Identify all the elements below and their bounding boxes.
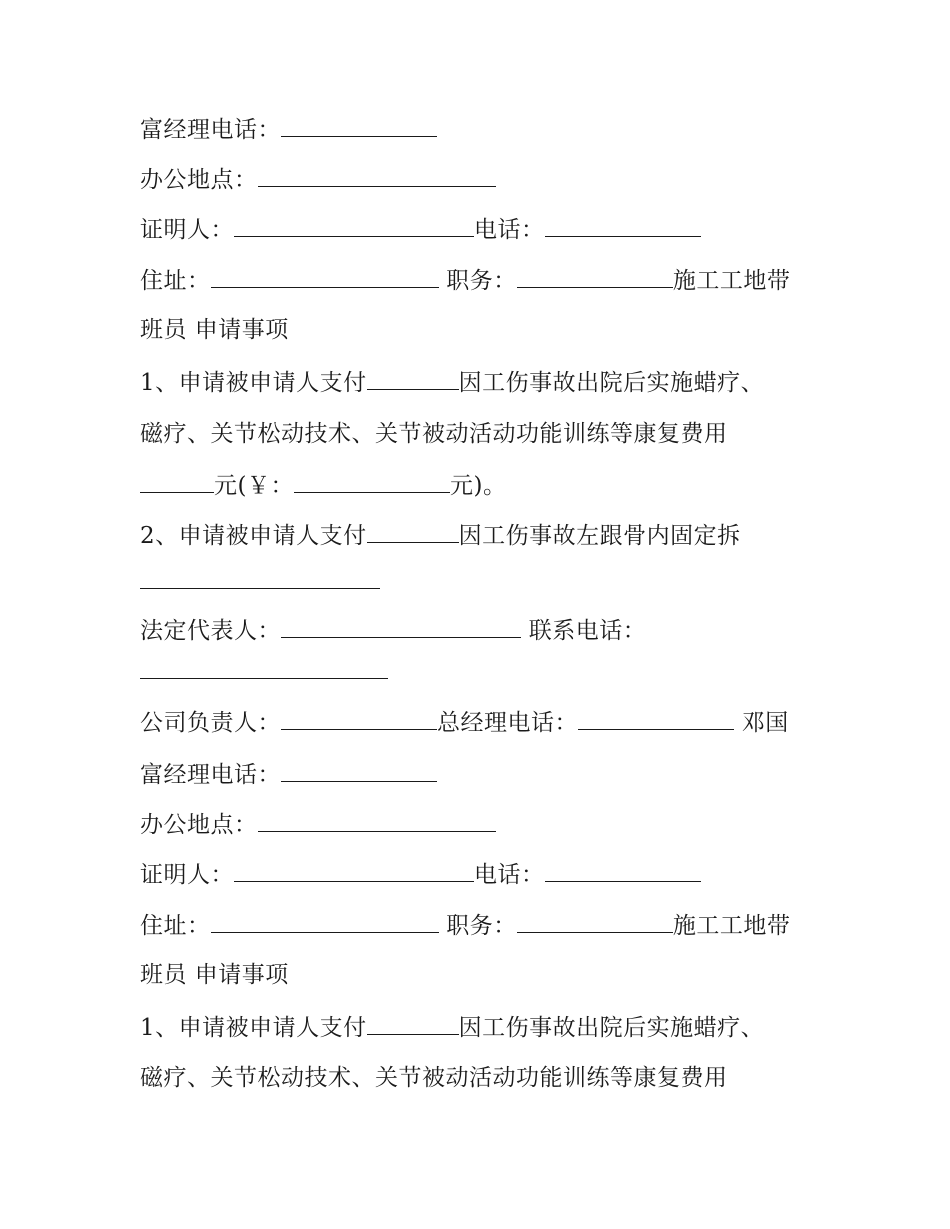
fill-blank xyxy=(545,859,701,882)
doc-line xyxy=(140,759,437,790)
body-text: 班员 申请事项 xyxy=(140,962,289,988)
doc-line xyxy=(140,419,728,449)
field-label: 公司负责人： xyxy=(140,710,281,736)
doc-line xyxy=(140,367,764,398)
doc-line xyxy=(140,520,741,551)
body-text: 1、申请被申请人支付 xyxy=(140,370,367,396)
fill-blank xyxy=(294,470,450,493)
fill-blank xyxy=(234,859,474,882)
fill-blank xyxy=(517,910,673,933)
fill-blank xyxy=(281,759,437,782)
field-label: 职务： xyxy=(438,268,517,294)
fill-blank xyxy=(258,809,496,832)
body-text: 2、申请被申请人支付 xyxy=(140,523,367,549)
fill-blank xyxy=(281,707,437,730)
field-label: 电话： xyxy=(474,217,545,243)
body-text: 施工工地带 xyxy=(672,913,791,939)
field-label: 办公地点： xyxy=(140,167,258,193)
body-text: 因工伤事故出院后实施蜡疗、 xyxy=(458,370,765,396)
fill-blank xyxy=(281,615,521,638)
fill-blank xyxy=(517,265,673,288)
body-text: 施工工地带 xyxy=(672,268,791,294)
field-label: 住址： xyxy=(140,913,211,939)
doc-line xyxy=(140,265,790,296)
field-label: 证明人： xyxy=(140,217,234,243)
fill-blank xyxy=(545,214,701,237)
field-label: 住址： xyxy=(140,268,211,294)
doc-line xyxy=(140,707,789,738)
doc-line xyxy=(140,809,496,840)
field-label: 电话： xyxy=(474,862,545,888)
body-text: 元)。 xyxy=(449,473,507,499)
field-label: 总经理电话： xyxy=(437,710,578,736)
body-text: 因工伤事故左跟骨内固定拆 xyxy=(458,523,741,549)
body-text: 磁疗、关节松动技术、关节被动活动功能训练等康复费用 xyxy=(140,1065,728,1091)
body-text: 1、申请被申请人支付 xyxy=(140,1015,367,1041)
field-label: 证明人： xyxy=(140,862,234,888)
body-text: 元(￥： xyxy=(214,473,294,499)
fill-blank xyxy=(211,910,439,933)
doc-line xyxy=(140,114,437,145)
fill-blank xyxy=(367,1012,459,1035)
fill-blank xyxy=(140,566,380,589)
fill-blank xyxy=(140,656,388,679)
field-label: 法定代表人： xyxy=(140,618,281,644)
doc-line xyxy=(140,164,496,195)
body-text: 班员 申请事项 xyxy=(140,317,289,343)
field-label: 职务： xyxy=(438,913,517,939)
fill-blank xyxy=(140,470,214,493)
doc-line xyxy=(140,566,380,597)
doc-line xyxy=(140,656,388,687)
doc-line xyxy=(140,859,701,890)
doc-line xyxy=(140,1063,728,1093)
body-text: 邓国 xyxy=(734,710,789,736)
fill-blank xyxy=(578,707,734,730)
field-label: 富经理电话： xyxy=(140,117,281,143)
fill-blank xyxy=(281,114,437,137)
doc-line xyxy=(140,615,646,646)
doc-line xyxy=(140,214,701,245)
field-label: 办公地点： xyxy=(140,812,258,838)
field-label: 富经理电话： xyxy=(140,762,281,788)
fill-blank xyxy=(234,214,474,237)
doc-line xyxy=(140,910,790,941)
field-label: 联系电话： xyxy=(521,618,647,644)
fill-blank xyxy=(367,520,459,543)
body-text: 因工伤事故出院后实施蜡疗、 xyxy=(458,1015,765,1041)
fill-blank xyxy=(258,164,496,187)
doc-line xyxy=(140,470,506,501)
fill-blank xyxy=(367,367,459,390)
fill-blank xyxy=(211,265,439,288)
doc-line xyxy=(140,960,289,990)
doc-line xyxy=(140,315,289,345)
doc-line xyxy=(140,1012,764,1043)
body-text: 磁疗、关节松动技术、关节被动活动功能训练等康复费用 xyxy=(140,421,728,447)
